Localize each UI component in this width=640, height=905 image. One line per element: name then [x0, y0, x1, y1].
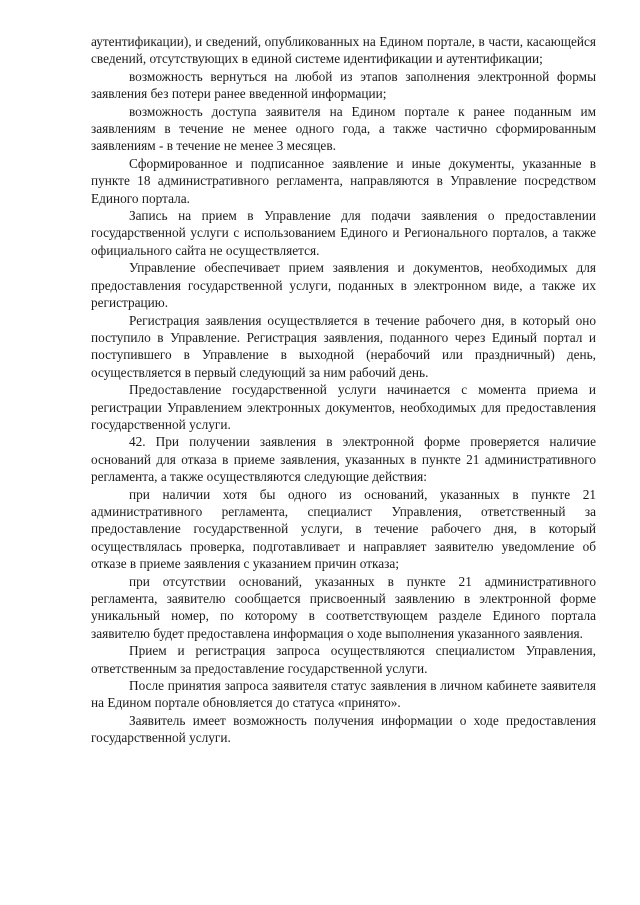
paragraph-service-start: Предоставление государственной услуги начинается с момента приема и регистрации Управлением электронных документов, необходимых для предоставления государственной услуги.: [91, 382, 596, 432]
paragraph-item-42: 42. При получении заявления в электронной форме проверяется наличие оснований для отказа в приеме заявления, указанных в пункте 21 административного регламента, а также осуществляются следующие действия:: [91, 434, 596, 485]
paragraph-unique-number: при отсутствии оснований, указанных в пункте 21 административного регламента, заявителю сообщается присвоенный заявлению в электронной форме уникальный номер, по которому в соответствующем разделе Единого портала заявителю будет предоставлена информация о ходе выполнения указанного заявления.: [91, 573, 596, 641]
paragraph-registration-timing: Регистрация заявления осуществляется в течение рабочего дня, в который оно поступило в Управление. Регистрация заявления, поданного через Единый портал и поступившего в Управление в выходной (нерабочий или праздничный) день, осуществляется в первый следующий за ним рабочий день.: [91, 312, 596, 380]
paragraph-reception-and-registration: Управление обеспечивает прием заявления и документов, необходимых для предоставления государственной услуги, поданных в электронном виде, а также их регистрацию.: [91, 260, 596, 311]
document-text: [91, 33, 596, 747]
paragraph-refusal-notice: при наличии хотя бы одного из оснований, указанных в пункте 21 административного регламента, специалист Управления, ответственный за предоставление государственной услуги, в течение рабочего дня, в который осуществлялась проверка, подготавливает и направляет заявителю уведомление об отказе в приеме заявления с указанием причин отказа;: [91, 486, 596, 572]
paragraph-authentication-continuation: аутентификации), и сведений, опубликованных на Едином портале, в части, касающейся сведений, отсутствующих в единой системе идентификации и аутентификации;: [91, 34, 596, 67]
paragraph-return-to-step: возможность вернуться на любой из этапов заполнения электронной формы заявления без потери ранее введенной информации;: [91, 68, 596, 102]
paragraph-request-registration: Прием и регистрация запроса осуществляются специалистом Управления, ответственным за предоставление государственной услуги.: [91, 643, 596, 676]
paragraph-access-previous-applications: возможность доступа заявителя на Едином портале к ранее поданным им заявлениям в течение не менее одного года, а также частично сформированным заявлениям - в течение не менее 3 месяцев.: [91, 103, 596, 154]
paragraph-status-accepted: После принятия запроса заявителя статус заявления в личном кабинете заявителя на Едином портале обновляется до статуса «принято».: [91, 678, 596, 711]
paragraph-signed-application-sent: Сформированное и подписанное заявление и иные документы, указанные в пункте 18 административного регламента, направляются в Управление посредством Единого портала.: [91, 155, 596, 206]
paragraph-progress-information: Заявитель имеет возможность получения информации о ходе предоставления государственной услуги.: [91, 712, 596, 746]
paragraph-appointment-not-available: Запись на прием в Управление для подачи заявления о предоставлении государственной услуги с использованием Единого и Регионального порталов, а также официального сайта не осуществляется.: [91, 208, 596, 258]
